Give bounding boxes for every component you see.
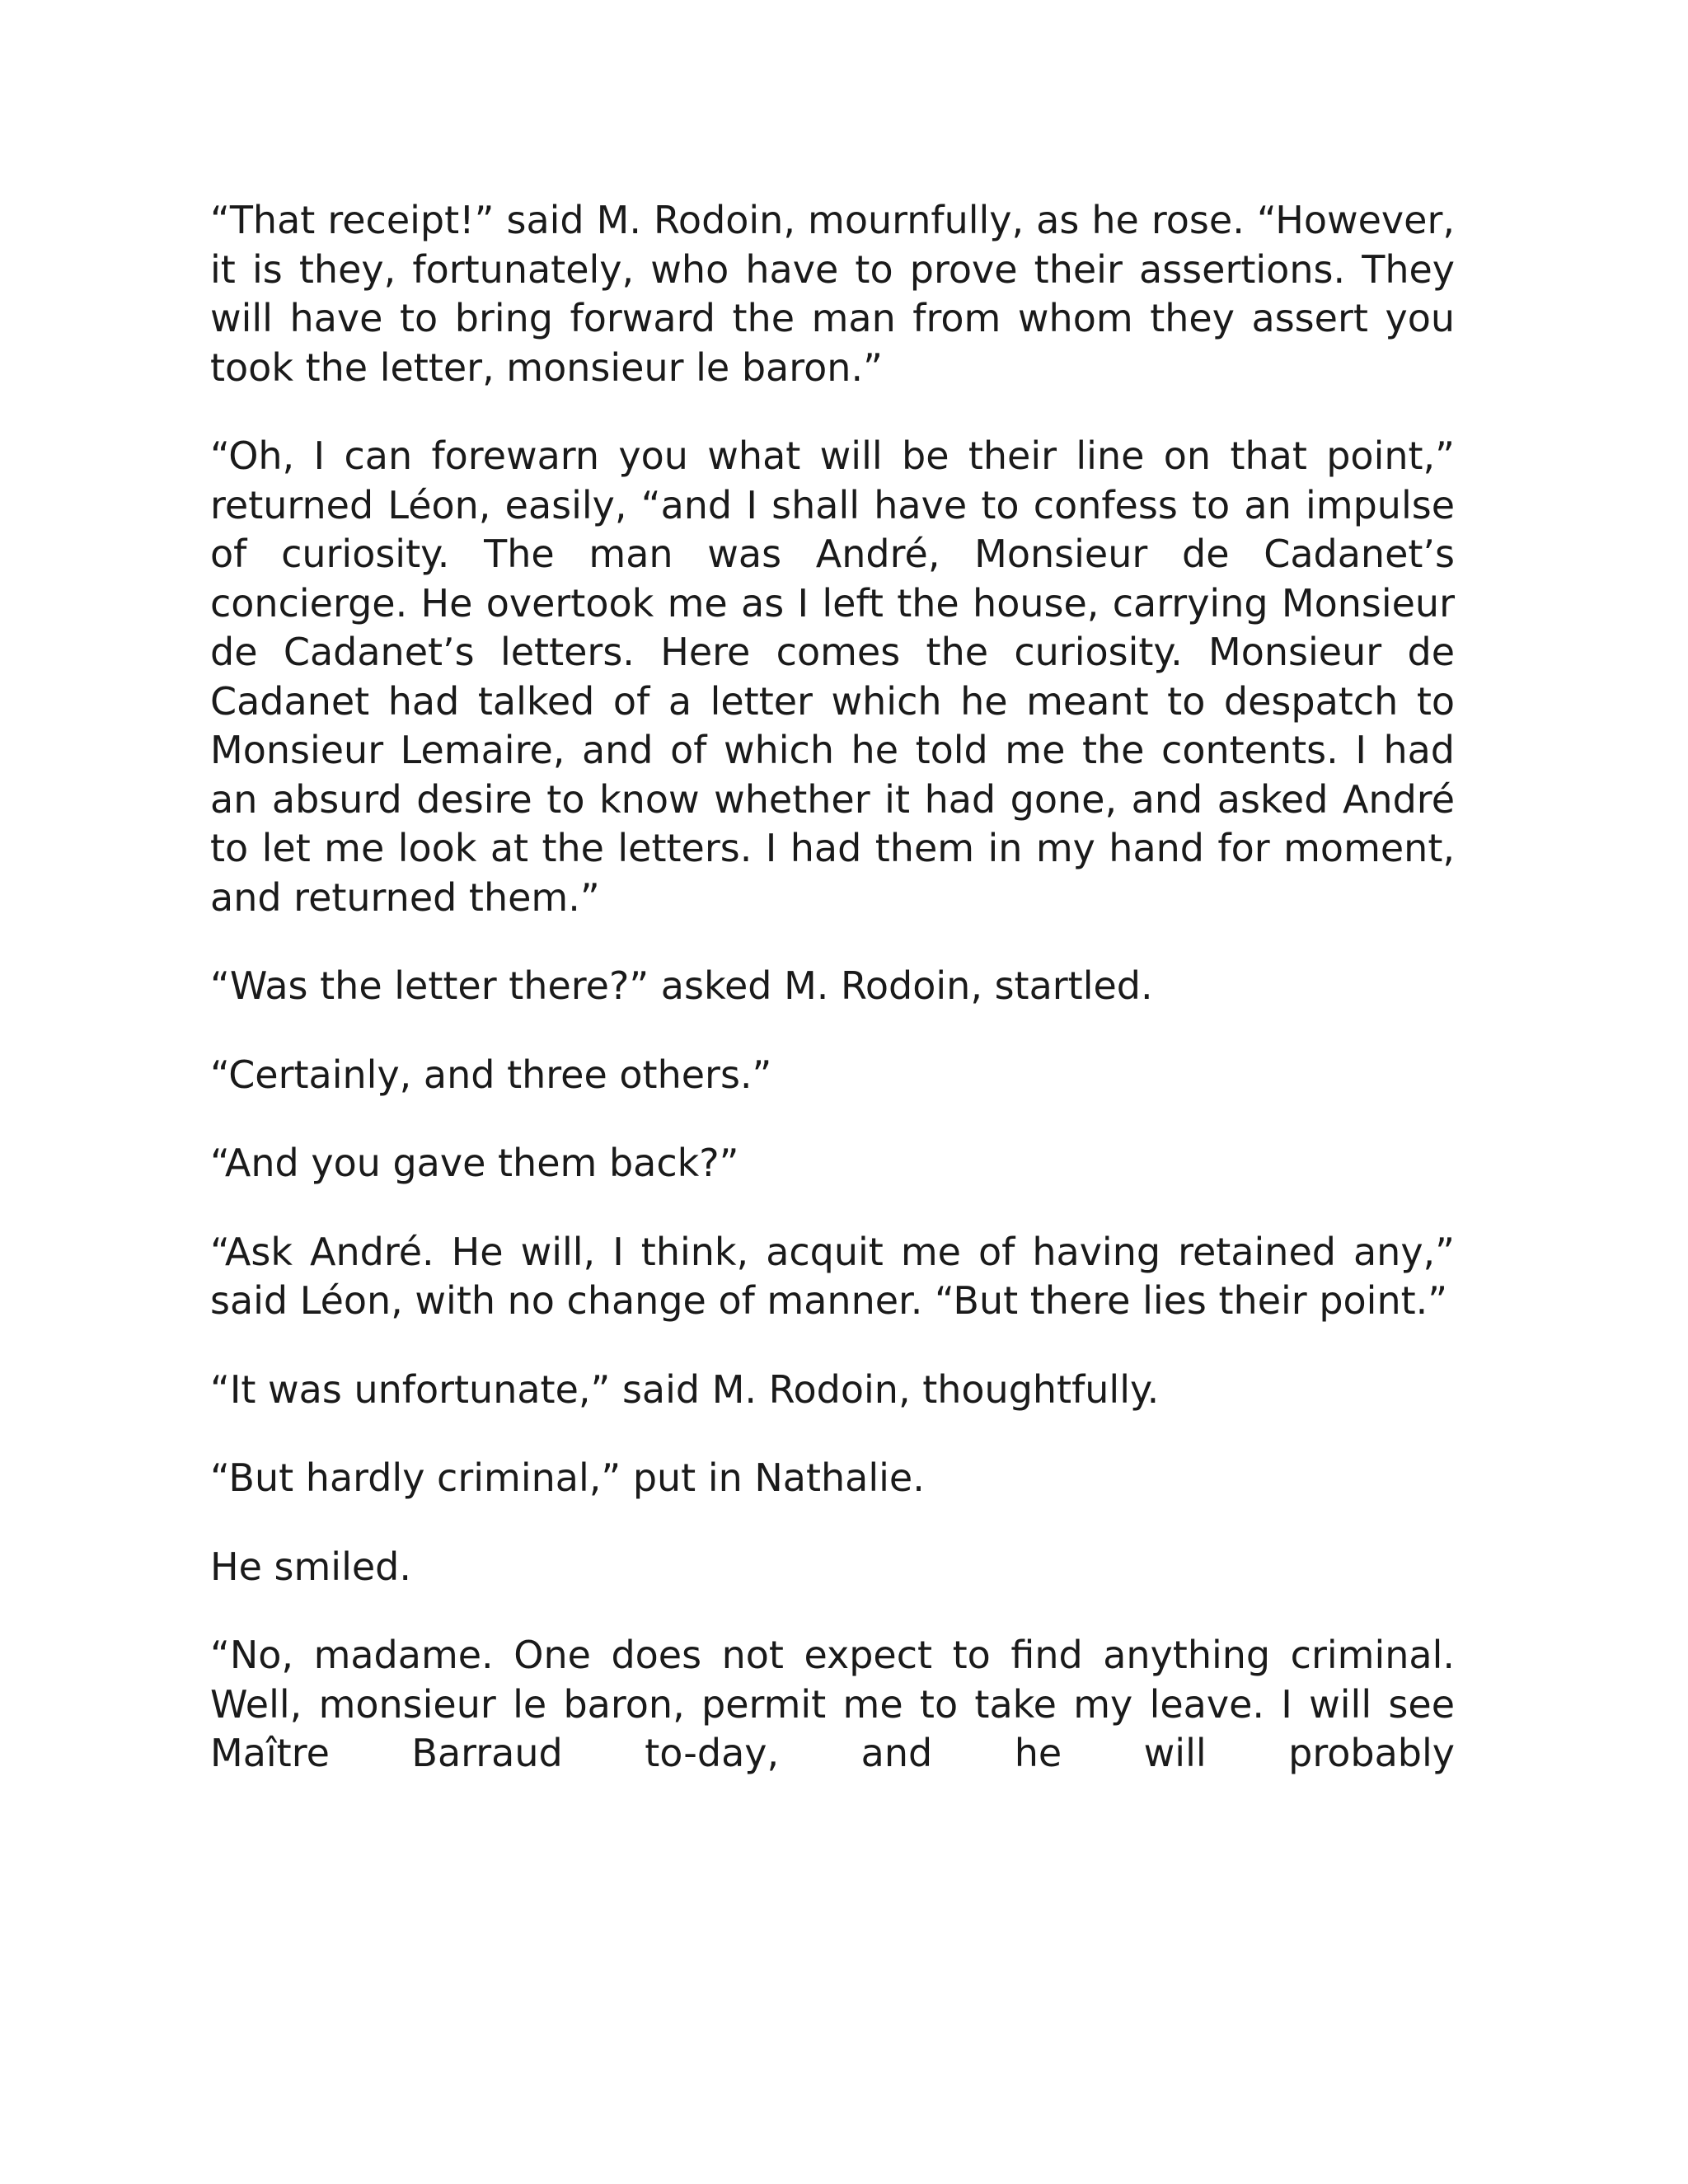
paragraph-6: “Ask André. He will, I think, acquit me of having retained any,” said Léon, with no change of manner. “But there lies their point.” <box>210 1229 1455 1323</box>
paragraph-2: “Oh, I can forewarn you what will be their line on that point,” returned Léon, easily, “and I shall have to confess to an impulse of curiosity. The man was André, Monsieur de Cadanet’s concierge. He overtook me as I left the house, carrying Monsieur de Cadanet’s letters. Here comes the curiosity. Monsieur de Cadanet had talked of a letter which he meant to despatch to Monsieur Lemaire, and of which he told me the contents. I had an absurd desire to know whether it had gone, and asked André to let me look at the letters. I had them in my hand for moment, and returned them.” <box>210 434 1455 920</box>
book-page <box>210 196 1455 1779</box>
paragraph-3: “Was the letter there?” asked M. Rodoin, startled. <box>210 963 1153 1008</box>
paragraph-8: “But hardly criminal,” put in Nathalie. <box>210 1455 925 1500</box>
paragraph-1: “That receipt!” said M. Rodoin, mournfully, as he rose. “However, it is they, fortunately, who have to prove their assertions. They will have to bring forward the man from whom they assert you took the letter, monsieur le baron.” <box>210 198 1455 390</box>
paragraph-4: “Certainly, and three others.” <box>210 1052 772 1097</box>
paragraph-10: “No, madame. One does not expect to find anything criminal. Well, monsieur le baron, permit me to take my leave. I will see Maître Barraud to-day, and he will probably <box>210 1633 1455 1775</box>
paragraph-9: He smiled. <box>210 1544 411 1589</box>
paragraph-5: “And you gave them back?” <box>210 1141 739 1185</box>
paragraph-7: “It was unfortunate,” said M. Rodoin, thoughtfully. <box>210 1366 1160 1412</box>
